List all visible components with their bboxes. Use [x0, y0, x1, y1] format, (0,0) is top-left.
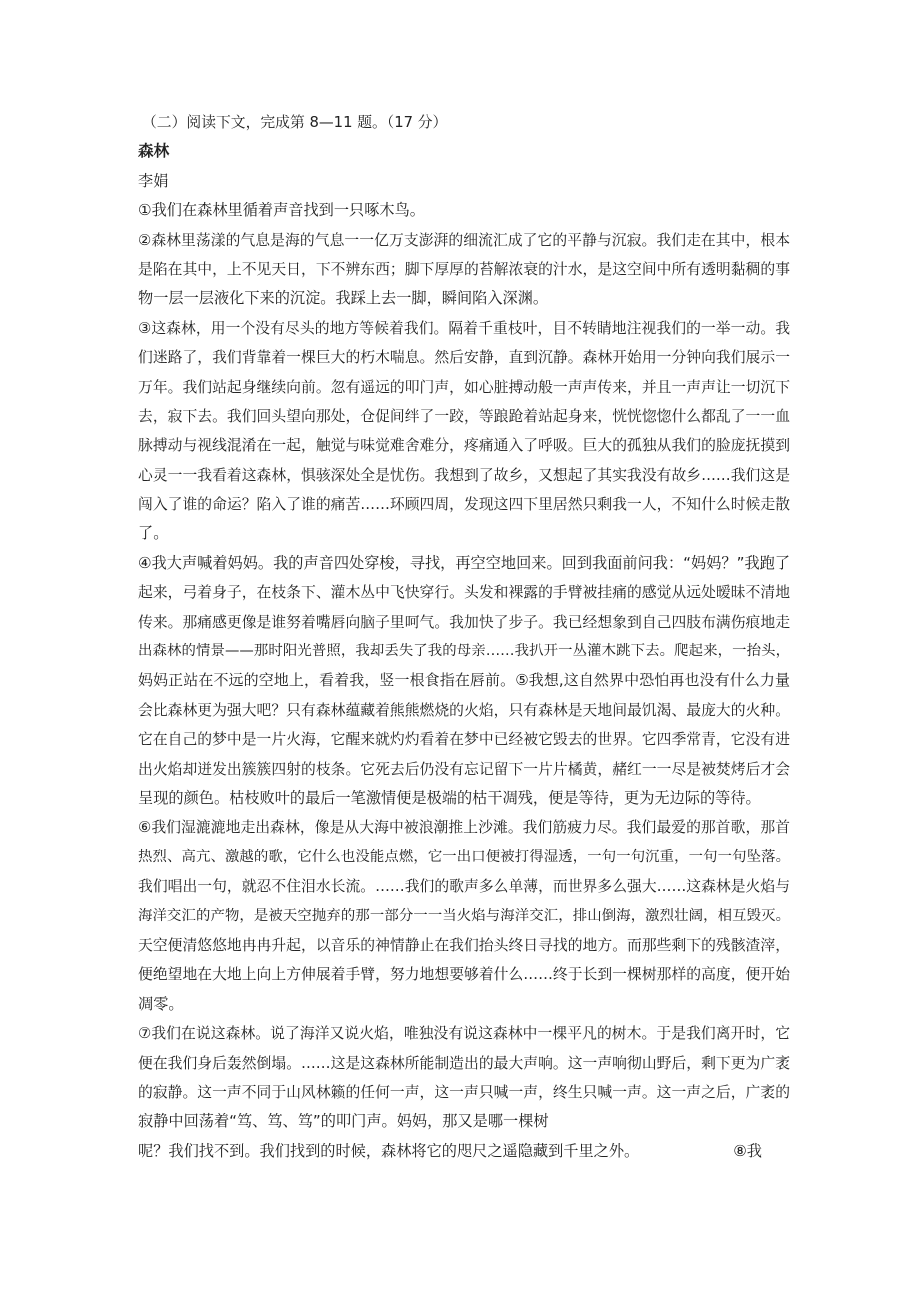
- text-line: 呈现的颜色。枯枝败叶的最后一笔激情便是极端的枯干凋残，便是等待，更为无边际的等待。: [138, 788, 761, 807]
- text-line: 物一层一层液化下来的沉淀。我踩上去一脚，瞬间陷入深渊。: [138, 289, 549, 308]
- text-line: 会比森林更为强大吧？只有森林蕴藏着熊熊燃烧的火焰，只有森林是天地间最饥渴、最庞大的火种。: [138, 701, 790, 719]
- text-line: 是陷在其中，上不见天日，下不辨东西；脚下厚厚的苔解浓衰的汁水，是这空间中所有透明黏稠的事: [138, 260, 790, 278]
- text-line: 了。: [138, 524, 169, 543]
- text-line: 我们唱出一句，就忍不住泪水长流。……我们的歌声多么单薄，而世界多么强大……这森林是火焰与: [138, 878, 790, 896]
- text-line: 出森林的情景——那时阳光普照，我却丢失了我的母亲……我扒开一丛灌木跳下去。爬起来，一抬头，: [138, 643, 790, 660]
- text-line: ①我们在森林里循着声音找到一只啄木鸟。: [138, 201, 425, 220]
- text-line: 凋零。: [138, 994, 184, 1013]
- text-line: 出火焰却迸发出簇簇四射的枝条。它死去后仍没有忘记留下一片片橘黄，赭红一一尽是被焚烤后才会: [138, 760, 790, 778]
- text-line: ②森林里荡漾的气息是海的气息一一亿万支澎湃的细流汇成了它的平静与沉寂。我们走在其中，根本: [138, 231, 790, 249]
- text-line: 便绝望地在大地上向上方伸展着手臂，努力地想要够着什么……终于长到一棵树那样的高度，便开始: [138, 966, 790, 984]
- text-line: 脉搏动与视线混淆在一起，触觉与味觉难舍难分，疼痛通入了呼吸。巨大的孤独从我们的脸庞抚摸到: [138, 437, 790, 455]
- text-line: 它在自己的梦中是一片火海，它醒来就灼灼看着在梦中已经被它毁去的世界。它四季常青，它没有进: [138, 731, 790, 749]
- text-line: 们迷路了，我们背靠着一棵巨大的朽木喘息。然后安静，直到沉静。森林开始用一分钟向我们展示一: [138, 349, 790, 367]
- text-line: 寂静中回荡着“笃、笃、笃”的叩门声。妈妈，那又是哪一棵树: [138, 1112, 549, 1131]
- text-line: 天空便清悠悠地冉冉升起，以音乐的神情静止在我们抬头终日寻找的地方。而那些剩下的残骸渣滓，: [138, 936, 790, 954]
- text-line: 起来，弓着身子，在枝条下、灌木丛中飞快穿行。头发和裸露的手臂被挂痛的感觉从远处暧昧不清地: [138, 584, 790, 602]
- text-line: 妈妈正站在不远的空地上，看着我，竖一根食指在唇前。⑤我想,这自然界中恐怕再也没有什么力量: [138, 671, 790, 690]
- paragraph-8-start: ⑧我: [733, 1141, 762, 1160]
- text-line: 的寂静。这一声不同于山风林籁的任何一声，这一声只喊一声，终生只喊一声。这一声之后，广袤的: [138, 1083, 790, 1101]
- last-line-text: 呢？我们找不到。我们找到的时候，森林将它的咫尺之遥隐藏到千里之外。: [138, 1141, 640, 1160]
- text-line: 便在我们身后轰然倒塌。……这是这森林所能制造出的最大声响。这一声响彻山野后，剩下更为广袤: [138, 1054, 790, 1072]
- text-line: ③这森林，用一个没有尽头的地方等候着我们。隔着千重枝叶，目不转睛地注视我们的一举一动。我: [138, 319, 790, 337]
- section-instruction: （二）阅读下文，完成第 8—11 题。（17 分）: [142, 114, 448, 131]
- document-page: [138, 108, 790, 1166]
- article-title: 森林: [138, 142, 170, 161]
- text-line: 传来。那痛感更像是谁努着嘴唇向脑子里呵气。我加快了步子。我已经想象到自己四肢布满伤痕地走: [138, 613, 790, 631]
- text-line: 去，寂下去。我们回头望向那处，仓促间绊了一跤，等踉跄着站起身来，恍恍惚惚什么都乱了一一血: [138, 407, 790, 425]
- text-line: 热烈、高亢、激越的歌，它什么也没能点燃，它一出口便被打得湿透，一句一句沉重，一句一句坠落。: [138, 848, 790, 865]
- article-body: [138, 196, 790, 1137]
- text-line: 闯入了谁的命运？陷入了谁的痛苦……环顾四周，发现这四下里居然只剩我一人，不知什么时候走散: [138, 496, 790, 514]
- text-line: 万年。我们站起身继续向前。忽有遥远的叩门声，如心脏搏动般一声声传来，并且一声声让一切沉下: [138, 378, 790, 396]
- article-last-line: [138, 1137, 790, 1166]
- text-line: ⑦我们在说这森林。说了海洋又说火焰，唯独没有说这森林中一棵平凡的树木。于是我们离开时，它: [138, 1025, 790, 1043]
- article-author: 李娟: [138, 171, 169, 190]
- text-line: ⑥我们湿漉漉地走出森林，像是从大海中被浪潮推上沙滩。我们筋疲力尽。我们最爱的那首歌，那首: [138, 819, 790, 837]
- text-line: 海洋交汇的产物，是被天空抛弃的那一部分一一当火焰与海洋交汇，排山倒海，激烈壮阔，相互毁灭。: [138, 907, 790, 924]
- text-line: ④我大声喊着妈妈。我的声音四处穿梭，寻找，再空空地回来。回到我面前问我：“妈妈？”我跑了: [138, 553, 791, 572]
- text-line: 心灵一一我看着这森林，惧骇深处全是忧伤。我想到了故乡，又想起了其实我没有故乡……我们这是: [138, 466, 790, 484]
